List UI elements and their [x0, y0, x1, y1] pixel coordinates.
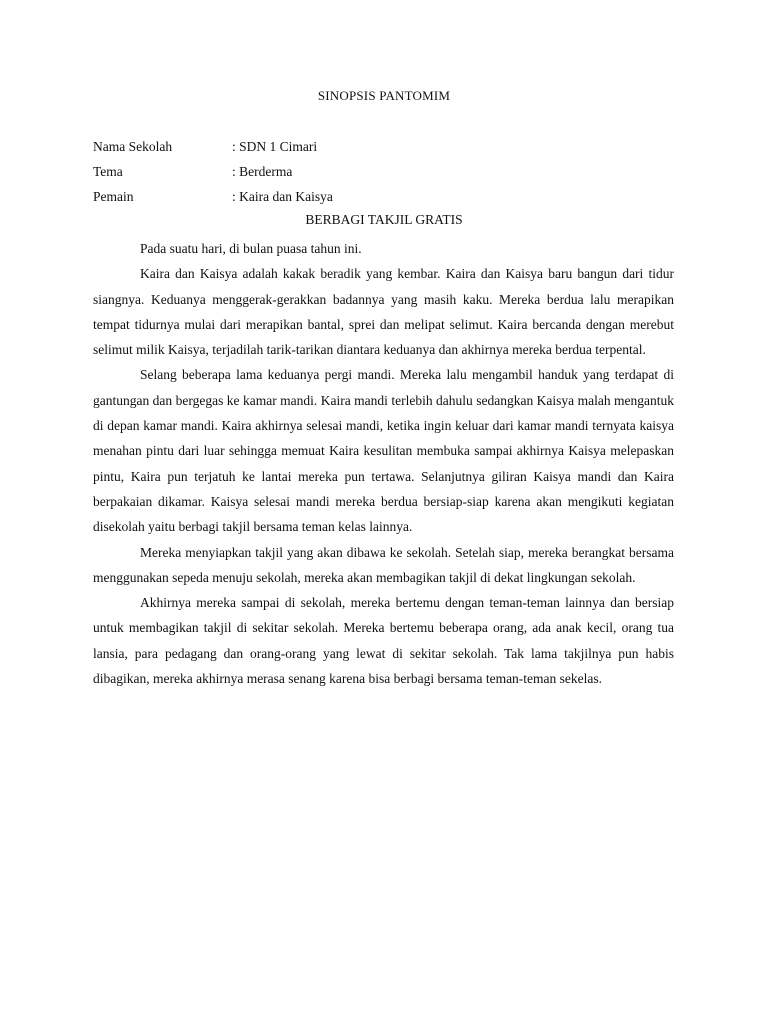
paragraph-2: Kaira dan Kaisya adalah kakak beradik yang kembar. Kaira dan Kaisya baru bangun dari tidur siangnya. Keduanya menggerak-gerakkan badannya yang masih kaku. Mereka berdua lalu merapikan tempat tidurnya mulai dari merapikan bantal, sprei dan melipat selimut. Kaira bercanda dengan merebut selimut milik Kaisya, terjadilah tarik-tarikan diantara keduanya dan akhirnya mereka berdua terpental. [93, 266, 674, 358]
paragraph-4: Mereka menyiapkan takjil yang akan dibawa ke sekolah. Setelah siap, mereka berangkat bersama menggunakan sepeda menuju sekolah, mereka akan membagikan takjil di dekat lingkungan sekolah. [93, 544, 674, 585]
paragraph-1: Pada suatu hari, di bulan puasa tahun ini. [140, 241, 362, 256]
story-title: BERBAGI TAKJIL GRATIS [305, 212, 463, 227]
meta-row-school [93, 138, 317, 156]
meta-row-theme [93, 163, 292, 181]
meta-label: Nama Sekolah [93, 139, 173, 154]
document-title: SINOPSIS PANTOMIM [317, 88, 451, 103]
meta-label: Tema [93, 164, 123, 179]
meta-value: : SDN 1 Cimari [232, 139, 318, 154]
story-body [93, 236, 674, 691]
meta-row-players [93, 188, 333, 206]
meta-label: Pemain [93, 189, 134, 204]
meta-value: : Kaira dan Kaisya [232, 189, 333, 204]
paragraph-5: Akhirnya mereka sampai di sekolah, mereka bertemu dengan teman-teman lainnya dan bersiap untuk membagikan takjil di sekitar sekolah. Mereka bertemu beberapa orang, ada anak kecil, orang tua lansia, para pedagang dan orang-orang yang lewat di sekitar sekolah. Tak lama takjilnya pun habis dibagikan, mereka akhirnya merasa senang karena bisa berbagi bersama teman-teman sekelas. [93, 595, 674, 687]
meta-value: : Berderma [232, 164, 293, 179]
paragraph-3: Selang beberapa lama keduanya pergi mandi. Mereka lalu mengambil handuk yang terdapat di gantungan dan bergegas ke kamar mandi. Kaira mandi terlebih dahulu sedangkan Kaisya malah mengantuk di depan kamar mandi. Kaira akhirnya selesai mandi, ketika ingin keluar dari kamar mandi ternyata kaisya menahan pintu dari luar sehingga memuat Kaira kesulitan membuka sampai akhirnya Kaisya melepaskan pintu, Kaira pun terjatuh ke lantai mereka pun tertawa. Selanjutnya giliran Kaisya mandi dan Kaira berpakaian dikamar. Kaisya selesai mandi mereka berdua bersiap-siap karena akan mengikuti kegiatan disekolah yaitu berbagi takjil bersama teman kelas lainnya. [93, 367, 674, 535]
